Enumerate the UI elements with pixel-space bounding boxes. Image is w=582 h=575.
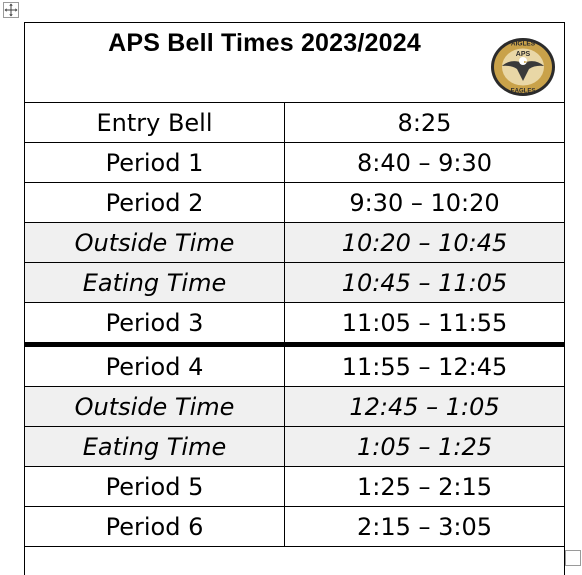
row-time: 11:55 – 12:45 [341,352,508,381]
table-row [25,103,564,143]
row-label: Eating Time [25,427,285,466]
row-time: 10:45 – 11:05 [341,268,508,297]
table-row [25,223,564,263]
logo-top-text: AIGLES [510,40,536,48]
bell-times-table [24,22,565,575]
table-row [25,347,564,387]
row-time: 10:20 – 10:45 [341,228,508,257]
row-time: 1:25 – 2:15 [356,472,493,501]
logo-bottom-text: EAGLES [510,88,536,95]
aps-eagles-logo [489,36,557,98]
row-label: Period 6 [25,507,285,546]
table-row [25,303,564,347]
row-label: Entry Bell [25,103,285,142]
row-label: Eating Time [25,263,285,302]
table-row [25,183,564,223]
move-cross-icon [4,3,18,17]
row-label: Period 3 [25,303,285,342]
row-label: Period 1 [25,143,285,182]
table-row [25,263,564,303]
table-row [25,143,564,183]
row-label: Period 5 [25,467,285,506]
table-row [25,427,564,467]
row-time: 8:25 [397,108,452,137]
row-label: Period 2 [25,183,285,222]
row-time: 8:40 – 9:30 [356,148,493,177]
table-row [25,387,564,427]
row-time: 1:05 – 1:25 [356,432,493,461]
empty-paragraph[interactable] [25,547,564,571]
row-label: Outside Time [25,223,285,262]
table-move-handle[interactable] [3,2,19,18]
table-resize-handle[interactable] [565,550,581,566]
document-title: APS Bell Times 2023/2024 [108,29,421,57]
row-time: 12:45 – 1:05 [349,392,500,421]
row-time: 11:05 – 11:55 [341,308,508,337]
logo-center-text: APS [515,51,531,58]
row-label: Period 4 [25,347,285,386]
table-row [25,507,564,547]
table-row [25,467,564,507]
row-time: 2:15 – 3:05 [356,512,493,541]
row-time: 9:30 – 10:20 [349,188,500,217]
row-label: Outside Time [25,387,285,426]
title-row [25,23,564,103]
